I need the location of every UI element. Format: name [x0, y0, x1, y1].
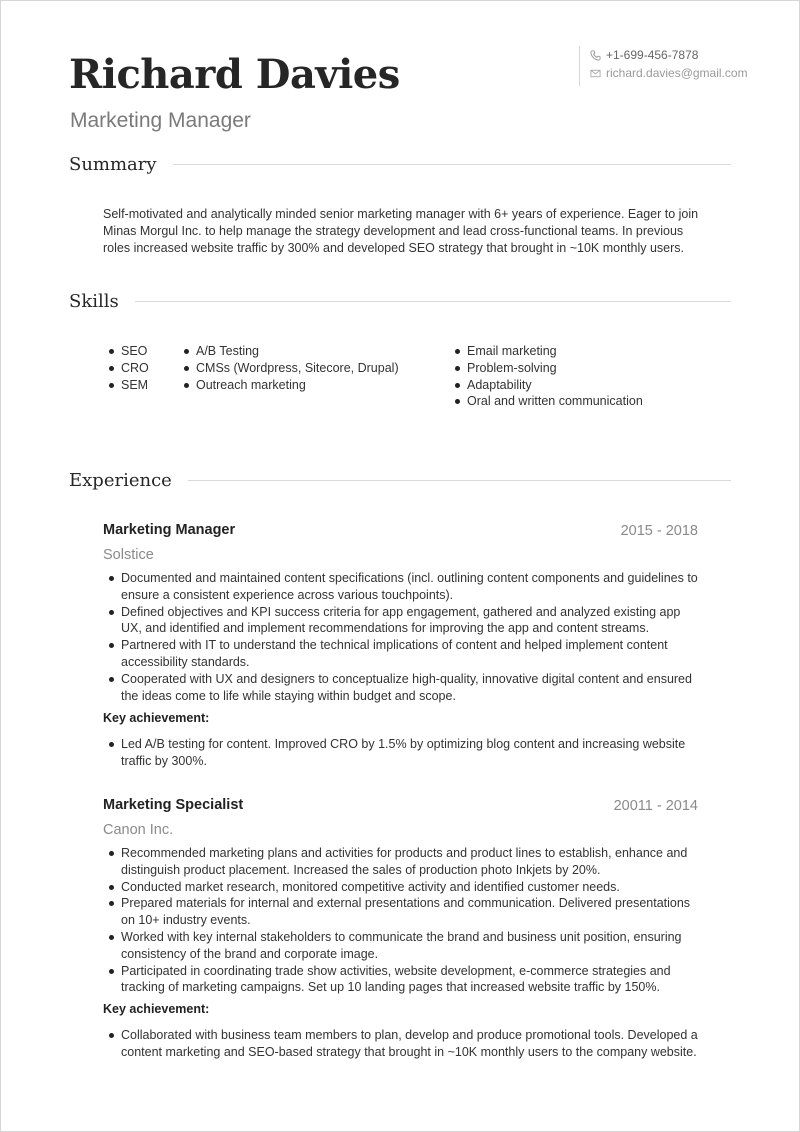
skills-section-header: [69, 291, 731, 312]
section-divider: [188, 480, 731, 481]
list-item: Participated in coordinating trade show activities, website development, e-commerce strategies and tracking of marketing campaigns. Set up 10 landing pages that increased website traffic by 150%.: [103, 963, 703, 997]
key-achievements: [103, 736, 703, 770]
job-dates: 2015 - 2018: [620, 523, 698, 539]
envelope-icon: [590, 68, 601, 79]
list-item: Worked with key internal stakeholders to communicate the brand and business unit position, ensuring consistency of the brand and corporate image.: [103, 929, 703, 963]
email-address[interactable]: richard.davies@gmail.com: [606, 66, 748, 80]
key-achievement-label: Key achievement:: [103, 711, 210, 725]
skill-item: Problem-solving: [449, 360, 709, 377]
section-divider: [135, 301, 731, 302]
skills-list: [178, 343, 448, 393]
skill-item: SEO: [103, 343, 175, 360]
job-title: Marketing Specialist: [103, 797, 244, 813]
phone-number[interactable]: +1-699-456-7878: [606, 48, 699, 62]
skill-item: CRO: [103, 360, 175, 377]
list-item: Documented and maintained content specifications (incl. outlining content components and guidelines to ensure a consistent experience across various touchpoints).: [103, 570, 703, 604]
job-responsibilities: [103, 570, 703, 704]
phone-icon: [590, 50, 601, 61]
skills-column-1: [103, 343, 175, 393]
email-row: [590, 64, 748, 82]
list-item: Collaborated with business team members to plan, develop and produce promotional tools. Developed a content marketing and SEO-based strategy that brought in ~10K monthly users to the company website.: [103, 1027, 703, 1061]
skill-item: A/B Testing: [178, 343, 448, 360]
key-achievements: [103, 1027, 703, 1061]
summary-text: Self-motivated and analytically minded senior marketing manager with 6+ years of experience. Eager to join Minas Morgul Inc. to help manage the strategy development and lead cross-functional teams. In previous roles increased website traffic by 300% and developed SEO strategy that brought in ~10K monthly users.: [103, 207, 699, 255]
company-name: Solstice: [103, 547, 154, 563]
skill-item: Outreach marketing: [178, 377, 448, 394]
job-dates: 20011 - 2014: [613, 798, 698, 814]
candidate-title: Marketing Manager: [70, 109, 251, 132]
company-name: Canon Inc.: [103, 822, 174, 838]
experience-heading: Experience: [69, 470, 172, 491]
skill-item: Adaptability: [449, 377, 709, 394]
skills-list: [103, 343, 175, 393]
contact-block: [579, 46, 748, 86]
section-divider: [173, 164, 731, 165]
key-achievement-label: Key achievement:: [103, 1002, 210, 1016]
phone-row: [590, 46, 748, 64]
list-item: Conducted market research, monitored competitive activity and identified customer needs.: [103, 879, 703, 896]
experience-section-header: [69, 470, 731, 491]
summary-section-header: [69, 154, 731, 175]
skills-list: [449, 343, 709, 410]
list-item: Prepared materials for internal and external presentations and communication. Delivered presentations on 10+ industry events.: [103, 895, 703, 929]
skill-item: CMSs (Wordpress, Sitecore, Drupal): [178, 360, 448, 377]
list-item: Recommended marketing plans and activities for products and product lines to establish, enhance and distinguish product placement. Increased the sales of production photo Inkjets by 20%.: [103, 845, 703, 879]
list-item: Cooperated with UX and designers to conceptualize high-quality, innovative digital content and ensured the ideas come to life while staying within budget and scope.: [103, 671, 703, 705]
skill-item: Oral and written communication: [449, 393, 709, 410]
skills-heading: Skills: [69, 291, 119, 312]
summary-heading: Summary: [69, 154, 157, 175]
candidate-name: Richard Davies: [69, 51, 400, 98]
skills-column-2: [178, 343, 448, 393]
list-item: Partnered with IT to understand the technical implications of content and helped implement content accessibility standards.: [103, 637, 703, 671]
skills-column-3: [449, 343, 709, 410]
list-item: Defined objectives and KPI success criteria for app engagement, gathered and analyzed existing app UX, and identified and implement recommendations for improving the app and content streams.: [103, 604, 703, 638]
job-title: Marketing Manager: [103, 522, 236, 538]
skill-item: SEM: [103, 377, 175, 394]
list-item: Led A/B testing for content. Improved CRO by 1.5% by optimizing blog content and increasing website traffic by 300%.: [103, 736, 703, 770]
job-responsibilities: [103, 845, 703, 996]
skill-item: Email marketing: [449, 343, 709, 360]
